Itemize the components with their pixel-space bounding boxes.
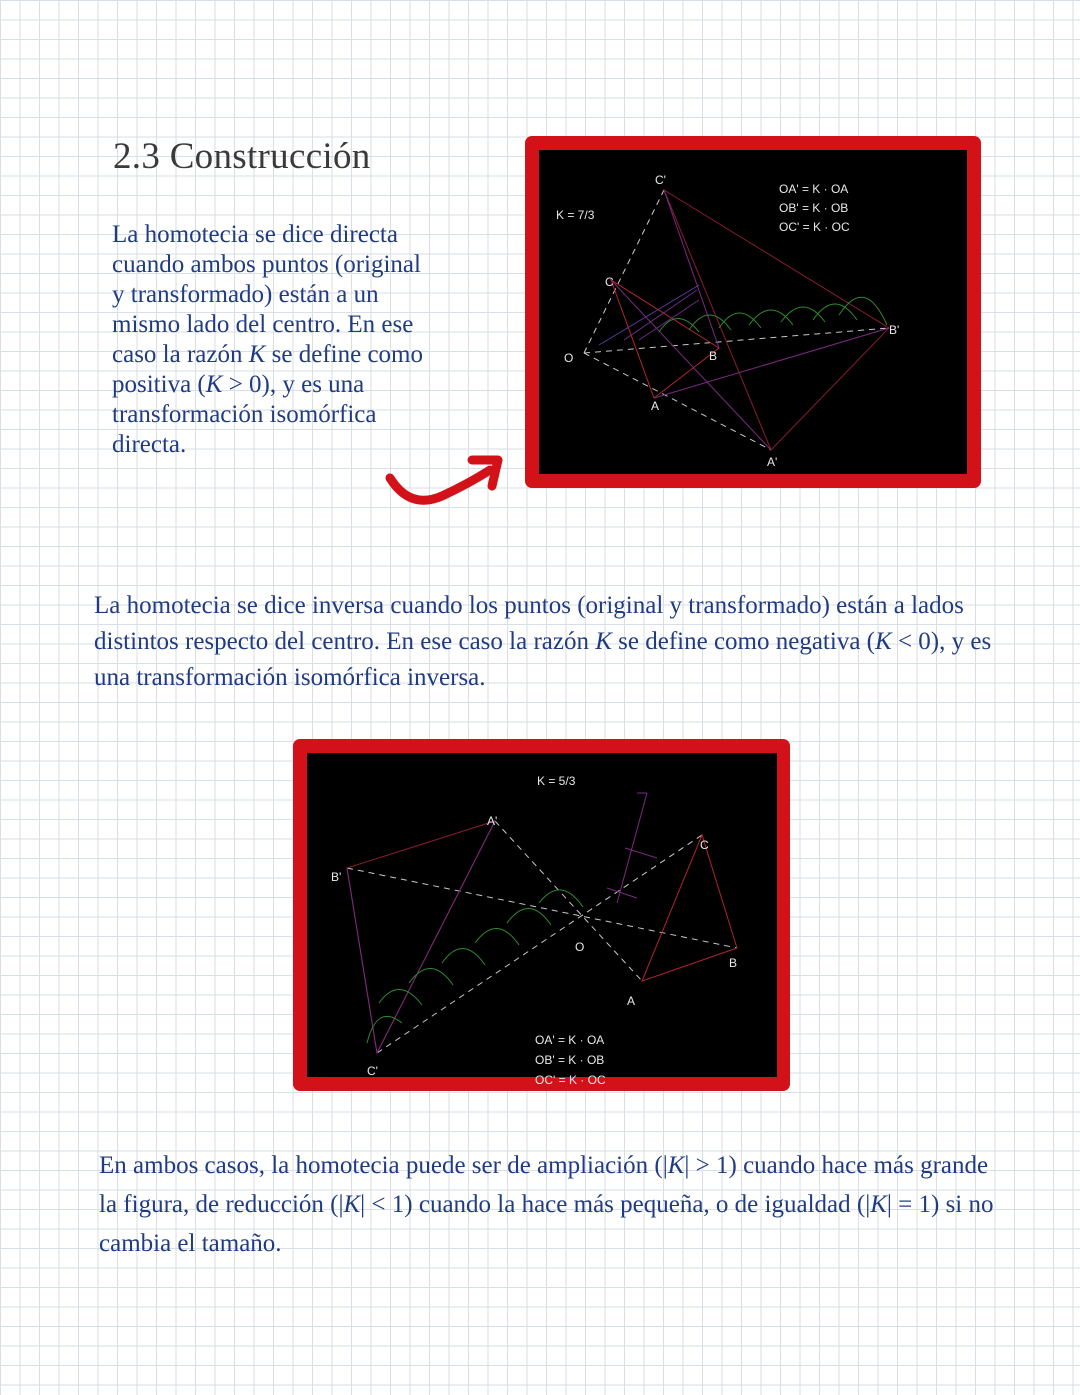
point-label-O: O	[575, 940, 585, 954]
point-label-C: C	[605, 275, 614, 289]
formula-line-3: OC' = K · OC	[779, 220, 850, 234]
point-label-B-prime: B'	[331, 870, 342, 884]
direct-homothety-paragraph: La homotecia se dice directa cuando ambos puntos (original y transformado) están a un mismo lado del centro. En ese caso la razón K se define como positiva (K > 0), y es una transformación isomórfica directa.	[112, 221, 424, 458]
k-value-label: K = 5/3	[537, 774, 576, 788]
point-label-A: A	[651, 399, 660, 413]
direct-homothety-figure	[539, 150, 967, 474]
k-value-label: K = 7/3	[556, 208, 595, 222]
formula-line-1: OA' = K · OA	[779, 182, 849, 196]
point-label-A-prime: A'	[487, 814, 498, 828]
point-label-C: C	[700, 838, 709, 852]
inverse-homothety-figure	[307, 753, 777, 1087]
point-label-C-prime: C'	[367, 1064, 378, 1078]
point-label-O: O	[564, 351, 574, 365]
direct-homothety-diagram	[525, 136, 981, 488]
formula-line-3: OC' = K · OC	[535, 1073, 606, 1087]
inverse-homothety-diagram	[293, 739, 790, 1091]
point-label-A-prime: A'	[767, 455, 778, 469]
point-label-C-prime: C'	[655, 173, 666, 187]
point-label-B: B	[709, 349, 718, 363]
formula-line-1: OA' = K · OA	[535, 1033, 605, 1047]
point-label-A: A	[627, 994, 636, 1008]
point-label-B-prime: B'	[889, 323, 900, 337]
point-label-B: B	[729, 956, 738, 970]
inverse-homothety-paragraph: La homotecia se dice inversa cuando los puntos (original y transformado) están a lados distintos respecto del centro. En ese caso la razón K se define como negativa (K < 0), y es una transformación isomórfica inversa.	[94, 592, 992, 691]
curved-arrow-icon	[380, 448, 505, 518]
formula-line-2: OB' = K · OB	[779, 201, 849, 215]
summary-paragraph: En ambos casos, la homotecia puede ser de ampliación (|K| > 1) cuando hace más grande la figura, de reducción (|K| < 1) cuando la hace más pequeña, o de igualdad (|K| = 1) si no cambia el tamaño.	[99, 1152, 994, 1257]
formula-line-2: OB' = K · OB	[535, 1053, 605, 1067]
section-title: 2.3 Construcción	[113, 136, 371, 177]
